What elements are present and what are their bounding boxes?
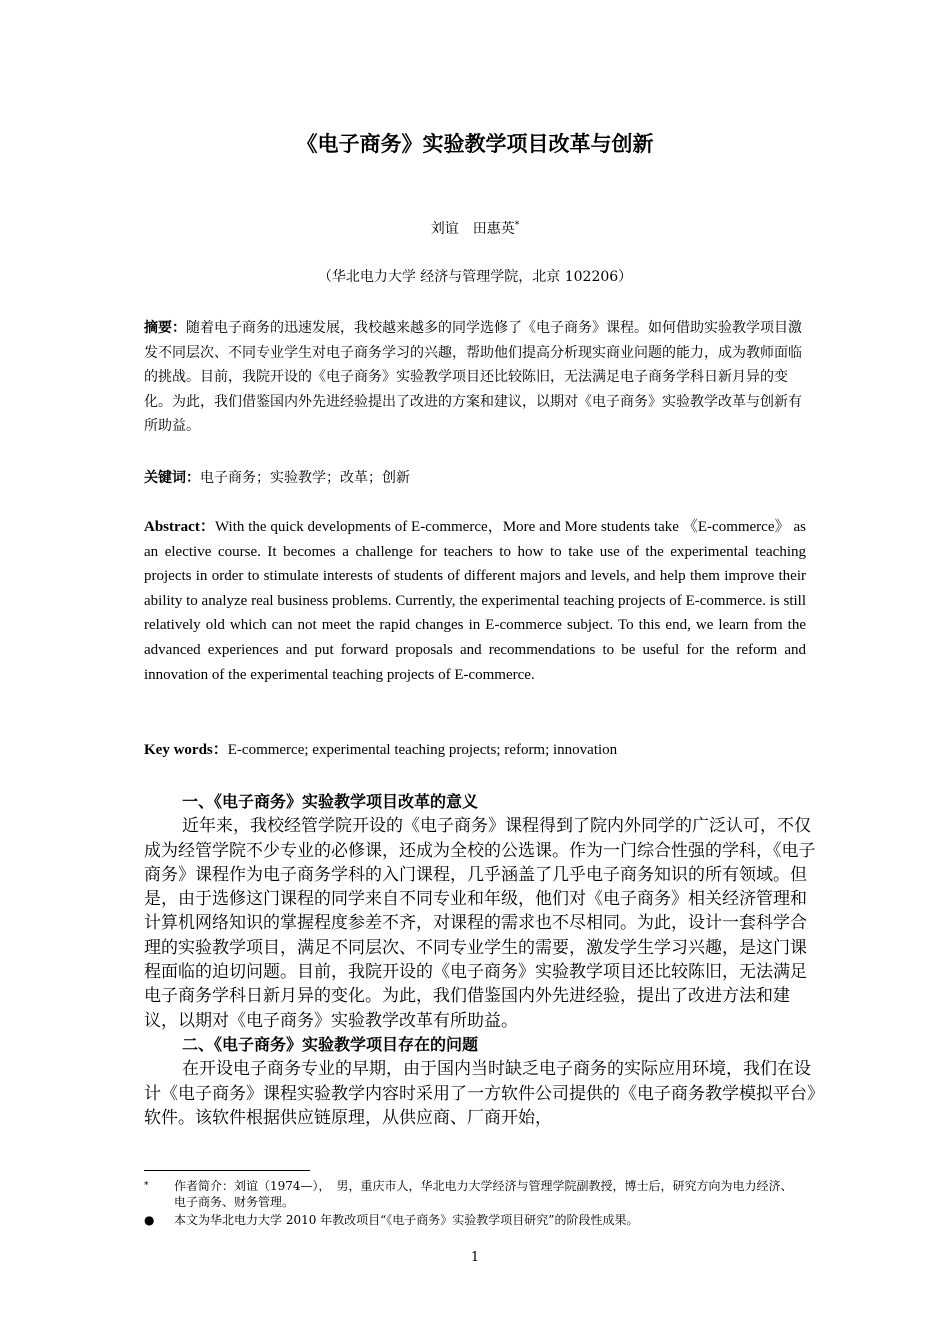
abstract-cn-text: 随着电子商务的迅速发展，我校越来越多的同学选修了《电子商务》课程。如何借助实验教学项目激发不同层次、不同专业学生对电子商务学习的兴趣，帮助他们提高分析现实商业问题的能力，成为教师面临的挑战。目前，我院开设的《电子商务》实验教学项目还比较陈旧，无法满足电子商务学科日新月异的变化。为此，我们借鉴国内外先进经验提出了改进的方案和建议，以期对《电子商务》实验教学改革与创新有所助益。 bbox=[144, 320, 802, 435]
author-footnote-mark: * bbox=[514, 220, 520, 231]
abstract-en-text: With the quick developments of E-commerce，More and More students take 《E-commerce》 as an elective course. It becomes a challenge for teachers to how to take use of the experimental teaching projects in order to stimulate interests of students of different majors and levels, and help them improve their ability to analyze real business problems. Currently, the experimental teaching projects of E-commerce. is still relatively old which can not meet the rapid changes in E-commerce subject. To this end, we learn from the advanced experiences and put forward proposals and recommendations to be useful for the reform and innovation of the experimental teaching projects of E-commerce. bbox=[144, 519, 806, 683]
keywords-en-label: Key words： bbox=[144, 742, 228, 758]
keywords-en bbox=[144, 738, 806, 763]
keywords-cn-text: 电子商务；实验教学；改革；创新 bbox=[200, 470, 410, 486]
section-1-paragraph: 近年来，我校经管学院开设的《电子商务》课程得到了院内外同学的广泛认可，不仅成为经管学院不少专业的必修课，还成为全校的公选课。作为一门综合性强的学科，《电子商务》课程作为电子商务学科的入门课程，几乎涵盖了几乎电子商务知识的所有领域。但是，由于选修这门课程的同学来自不同专业和年级，他们对《电子商务》相关经济管理和计算机网络知识的掌握程度参差不齐，对课程的需求也不尽相同。为此，设计一套科学合理的实验教学项目，满足不同层次、不同专业学生的需要，激发学生学习兴趣，是这门课程面临的迫切问题。目前，我院开设的《电子商务》实验教学项目还比较陈旧，无法满足电子商务学科日新月异的变化。为此，我们借鉴国内外先进经验，提出了改进方法和建议，以期对《电子商务》实验教学改革有所助益。 bbox=[144, 816, 816, 1031]
affiliation: （华北电力大学 经济与管理学院，北京 102206） bbox=[317, 269, 633, 285]
paper-title: 《电子商务》实验教学项目改革与创新 bbox=[296, 132, 654, 156]
abstract-en-label: Abstract： bbox=[144, 519, 215, 535]
bullet-icon: ● bbox=[144, 1213, 155, 1227]
keywords-cn-label: 关键词： bbox=[144, 470, 200, 486]
abstract-cn bbox=[144, 316, 806, 439]
keywords-en-text: E-commerce; experimental teaching projects; reform; innovation bbox=[227, 742, 618, 758]
section-1-heading: 一、《电子商务》实验教学项目改革的意义 bbox=[182, 792, 479, 811]
author-names: 刘谊 田惠英 bbox=[430, 221, 515, 237]
footnote-1-text: 作者简介：刘谊（1974—）， 男，重庆市人，华北电力大学经济与管理学院副教授，博士后，研究方向为电力经济、电子商务、财务管理。 bbox=[174, 1179, 793, 1209]
footnote-1-mark: * bbox=[144, 1181, 149, 1191]
abstract-cn-label: 摘要： bbox=[144, 320, 186, 336]
footnote-divider bbox=[144, 1170, 310, 1171]
section-2-paragraph: 在开设电子商务专业的早期，由于国内当时缺乏电子商务的实际应用环境，我们在设计《电子商务》课程实验教学内容时采用了一方软件公司提供的《电子商务教学模拟平台》软件。该软件根据供应链原理，从供应商、厂商开始， bbox=[144, 1059, 816, 1128]
keywords-cn bbox=[144, 466, 806, 491]
footnote-project bbox=[144, 1212, 804, 1228]
page-number: 1 bbox=[470, 1250, 480, 1265]
abstract-en bbox=[144, 515, 806, 687]
author-line bbox=[0, 218, 950, 238]
section-2-heading: 二、《电子商务》实验教学项目存在的问题 bbox=[182, 1034, 479, 1054]
footnote-author bbox=[144, 1178, 804, 1210]
footnote-2-text: 本文为华北电力大学 2010 年教改项目“《电子商务》实验教学项目研究”的阶段性成果。 bbox=[174, 1213, 639, 1227]
body-text bbox=[144, 790, 820, 1130]
